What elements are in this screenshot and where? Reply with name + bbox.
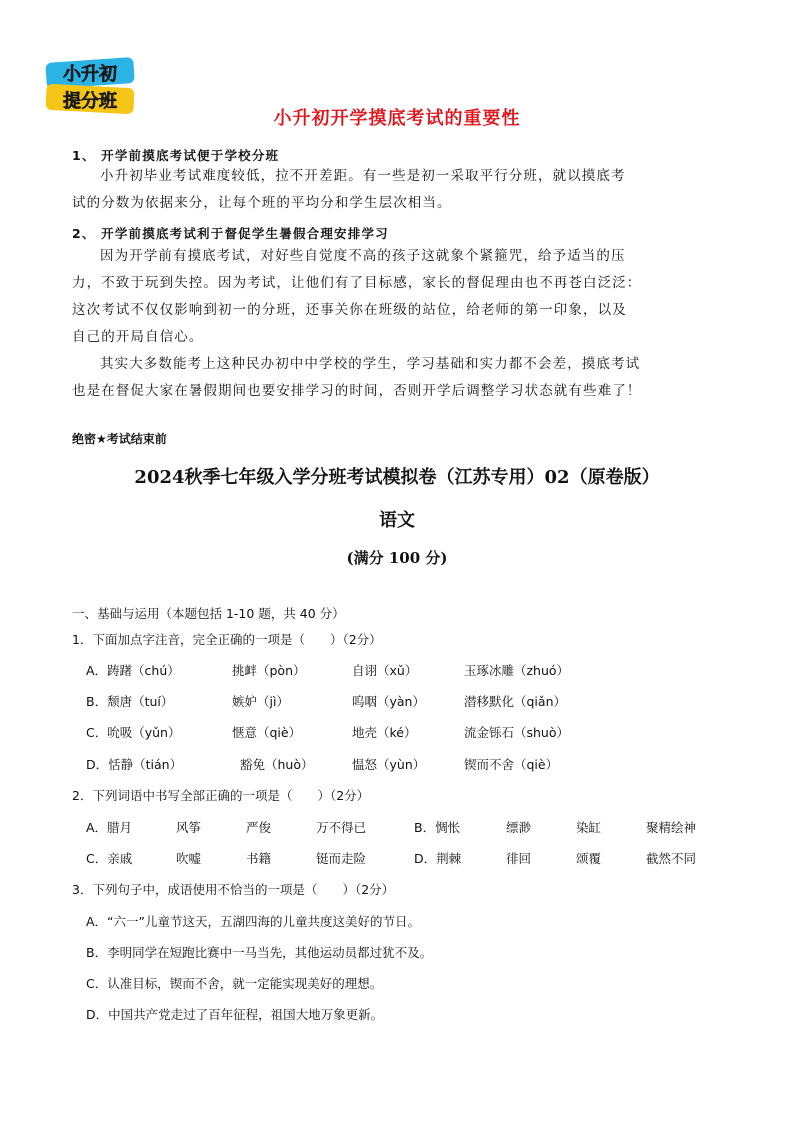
q2-row2-item4: 铤而走险 bbox=[316, 851, 367, 866]
q1-option-b-item3: 呜咽（yàn） bbox=[352, 694, 425, 709]
section1-paragraph bbox=[72, 163, 722, 217]
q3-option-d: D．中国共产党走过了百年征程，祖国大地万象更新。 bbox=[86, 1007, 384, 1022]
q2-row1-item6: 缥渺 bbox=[506, 820, 532, 835]
q1-option-c-item2: 惬意（qiè） bbox=[232, 725, 302, 740]
q2-row2-item6: 徘回 bbox=[506, 851, 532, 866]
q3-option-b: B．李明同学在短跑比赛中一马当先，其他运动员都过犹不及。 bbox=[86, 945, 433, 960]
q2-row1-item5: B．惆怅 bbox=[414, 820, 461, 835]
logo-text-line2: 提分班 bbox=[63, 91, 117, 112]
section1-heading: 1、 开学前摸底考试便于学校分班 bbox=[72, 148, 280, 163]
q2-row2-item7: 颂覆 bbox=[576, 851, 602, 866]
exam-score: (满分 100 分) bbox=[346, 549, 448, 567]
q2-row2-item1: C．亲戚 bbox=[86, 851, 133, 866]
question-3-stem: 3．下列句子中，成语使用不恰当的一项是（ ）（2分） bbox=[72, 882, 395, 897]
q2-row2-item5: D．荆棘 bbox=[414, 851, 462, 866]
q1-option-d-item3: 愠怒（yùn） bbox=[352, 757, 426, 772]
q1-option-a-item4: 玉琢冰雕（zhuó） bbox=[464, 663, 570, 678]
q2-row1-item1: A．腊月 bbox=[86, 820, 133, 835]
q2-row2-item2: 吹嘘 bbox=[176, 851, 202, 866]
q2-row1-item2: 风筝 bbox=[176, 820, 202, 835]
q2-row1-item7: 染缸 bbox=[576, 820, 602, 835]
section2-line: 自己的开局自信心。 bbox=[72, 329, 204, 345]
section2-line: 力，不致于玩到失控。因为考试，让他们有了目标感，家长的督促理由也不再苍白泛泛： bbox=[72, 275, 642, 291]
section2-line: 也是在督促大家在暑假期间也要安排学习的时间，否则开学后调整学习状态就有些难了！ bbox=[72, 383, 642, 399]
q2-row2-item8: 截然不同 bbox=[646, 851, 697, 866]
section2-heading: 2、 开学前摸底考试利于督促学生暑假合理安排学习 bbox=[72, 226, 389, 241]
q2-row1-item4: 万不得已 bbox=[316, 820, 367, 835]
intro-title: 小升初开学摸底考试的重要性 bbox=[273, 108, 521, 129]
logo-text-line1: 小升初 bbox=[63, 64, 117, 85]
q1-option-c-item1: C．吮吸（yǔn） bbox=[86, 725, 181, 740]
q1-option-b-item2: 嫉妒（jì） bbox=[232, 694, 289, 709]
q1-option-c-item4: 流金铄石（shuò） bbox=[464, 725, 570, 740]
section2-line: 因为开学前有摸底考试，对好些自觉度不高的孩子这就象个紧箍咒，给予适当的压 bbox=[100, 248, 626, 264]
question-1-stem: 1．下面加点字注音，完全正确的一项是（ ）（2分） bbox=[72, 632, 382, 647]
section-heading: 一、基础与运用（本题包括 1-10 题，共 40 分） bbox=[72, 606, 345, 621]
exam-subject: 语文 bbox=[379, 510, 415, 531]
q1-option-d-item4: 锲而不舍（qiè） bbox=[464, 757, 559, 772]
section2-paragraph2 bbox=[72, 351, 722, 405]
q1-option-d-item1: D．恬静（tián） bbox=[86, 757, 183, 772]
q1-option-b-item1: B．颓唐（tuí） bbox=[86, 694, 174, 709]
section1-line: 小升初毕业考试难度较低，拉不开差距。有一些是初一采取平行分班，就以摸底考 bbox=[100, 168, 626, 184]
q3-option-a: A．“六一”儿童节这天，五湖四海的儿童共度这美好的节日。 bbox=[86, 914, 421, 929]
q2-row1-item8: 聚精绘神 bbox=[646, 820, 697, 835]
q1-option-c-item3: 地壳（ké） bbox=[352, 725, 417, 740]
q2-row2-item3: 书籍 bbox=[246, 851, 272, 866]
section2-paragraph1 bbox=[72, 243, 722, 351]
section2-line: 其实大多数能考上这种民办初中中学校的学生，学习基础和实力都不会差，摸底考试 bbox=[100, 356, 641, 372]
question-2-stem: 2．下列词语中书写全部正确的一项是（ ）（2分） bbox=[72, 788, 370, 803]
section2-line: 这次考试不仅仅影响到初一的分班，还事关你在班级的站位，给老师的第一印象，以及 bbox=[72, 302, 627, 318]
exam-title: 2024秋季七年级入学分班考试模拟卷（江苏专用）02（原卷版） bbox=[134, 467, 660, 488]
q1-option-d-item2: 豁免（huò） bbox=[240, 757, 314, 772]
q1-option-a-item1: A．踌躇（chú） bbox=[86, 663, 180, 678]
q3-option-c: C．认准目标，锲而不舍，就一定能实现美好的理想。 bbox=[86, 976, 383, 991]
q1-option-a-item2: 挑衅（pòn） bbox=[232, 663, 306, 678]
confidential-label: 绝密★考试结束前 bbox=[72, 432, 167, 446]
q2-row1-item3: 严俊 bbox=[246, 820, 272, 835]
q1-option-b-item4: 潜移默化（qiǎn） bbox=[464, 694, 566, 709]
q1-option-a-item3: 自诩（xǔ） bbox=[352, 663, 418, 678]
section1-line: 试的分数为依据来分，让每个班的平均分和学生层次相当。 bbox=[72, 195, 452, 211]
